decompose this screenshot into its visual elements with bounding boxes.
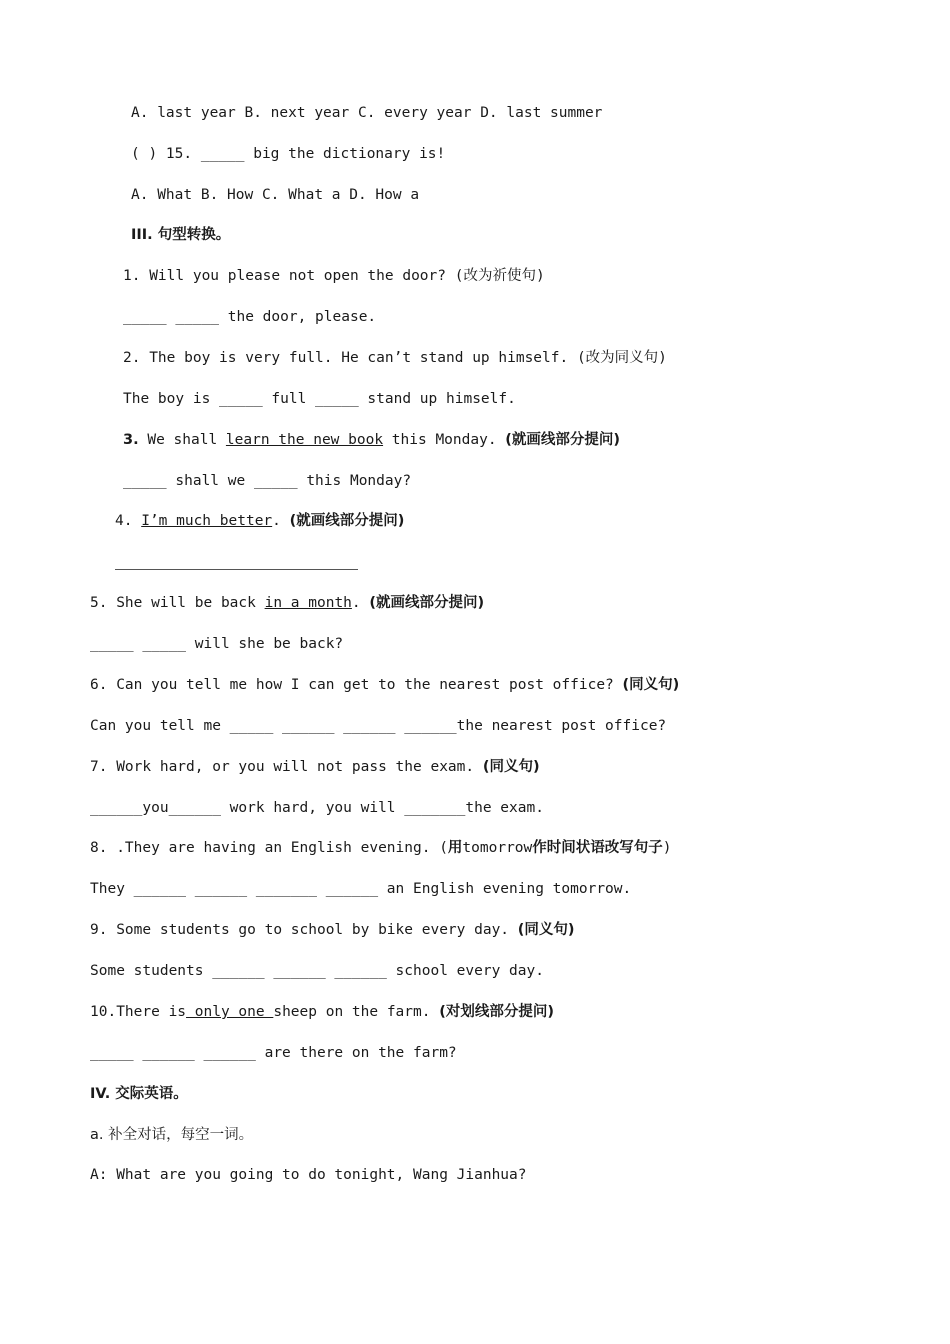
item9-pre: 9. Some students go to school by bike every day. bbox=[90, 922, 518, 938]
item5-pre: 5. She will be back bbox=[90, 595, 265, 611]
item9-stem bbox=[90, 920, 575, 940]
item7-stem bbox=[90, 757, 540, 777]
item9-answer: Some students ______ ______ ______ school every day. bbox=[90, 963, 544, 979]
item3-post: this Monday. bbox=[383, 432, 506, 448]
item3-number: 3. bbox=[123, 432, 139, 448]
item6-answer: Can you tell me _____ ______ ______ ______the nearest post office? bbox=[90, 718, 667, 734]
item5-post: . bbox=[351, 595, 370, 611]
q15-options: A. What B. How C. What a D. How a bbox=[131, 187, 420, 203]
item5-note: (就画线部分提问) bbox=[369, 595, 485, 611]
item8-note-a: 用 bbox=[447, 840, 463, 856]
q15-stem: ( ) 15. _____ big the dictionary is! bbox=[131, 146, 446, 162]
item6-note: (同义句) bbox=[622, 677, 680, 693]
item4-underlined: I’m much better bbox=[141, 513, 273, 529]
item8-mid: tomorrow bbox=[462, 840, 533, 856]
section3-title: III. 句型转换。 bbox=[131, 227, 231, 243]
item3-answer: _____ shall we _____ this Monday? bbox=[123, 473, 412, 489]
item10-pre: 10.There is bbox=[90, 1004, 187, 1020]
item5-underlined: in a month bbox=[264, 595, 352, 611]
item2-stem: 2. The boy is very full. He can’t stand up himself. (改为同义句) bbox=[123, 350, 667, 366]
item1-answer: _____ _____ the door, please. bbox=[123, 309, 377, 325]
item3-pre: We shall bbox=[138, 432, 226, 448]
item3-note: (就画线部分提问) bbox=[505, 432, 621, 448]
section4-dialogue-a: A: What are you going to do tonight, Wang Jianhua? bbox=[90, 1167, 527, 1183]
section4-subtitle: a. 补全对话，每空一词。 bbox=[90, 1127, 254, 1143]
q14-options: A. last year B. next year C. every year D. last summer bbox=[131, 105, 603, 121]
item5-stem bbox=[90, 593, 484, 613]
item6-pre: 6. Can you tell me how I can get to the nearest post office? bbox=[90, 677, 623, 693]
item3-underlined: learn the new book bbox=[225, 432, 384, 448]
item4-answer-line bbox=[115, 569, 358, 570]
item2-answer: The boy is _____ full _____ stand up himself. bbox=[123, 391, 516, 407]
item1-stem: 1. Will you please not open the door? (改为祈使句) bbox=[123, 268, 545, 284]
item10-stem bbox=[90, 1002, 554, 1022]
item4-pre: 4. bbox=[115, 513, 142, 529]
item4-post: . bbox=[272, 513, 290, 529]
item6-stem bbox=[90, 675, 679, 695]
item7-note: (同义句) bbox=[482, 759, 540, 775]
item3-stem bbox=[123, 430, 620, 450]
item4-stem bbox=[115, 511, 404, 531]
item10-note: (对划线部分提问) bbox=[439, 1004, 554, 1020]
item8-answer: They ______ ______ _______ ______ an English evening tomorrow. bbox=[90, 881, 632, 897]
item10-underlined: only one bbox=[186, 1004, 274, 1020]
section4-title: IV. 交际英语。 bbox=[90, 1086, 188, 1102]
item7-answer: ______you______ work hard, you will _______the exam. bbox=[90, 800, 544, 816]
item8-stem bbox=[90, 838, 672, 858]
item9-note: (同义句) bbox=[517, 922, 575, 938]
item8-note-b: 作时间状语改写句子 bbox=[532, 840, 663, 856]
item10-answer: _____ ______ ______ are there on the farm? bbox=[90, 1045, 457, 1061]
item5-answer: _____ _____ will she be back? bbox=[90, 636, 344, 652]
item7-pre: 7. Work hard, or you will not pass the exam. bbox=[90, 759, 483, 775]
item8-post: ) bbox=[662, 840, 672, 856]
item8-pre: 8. .They are having an English evening. ( bbox=[90, 840, 448, 856]
item4-note: (就画线部分提问) bbox=[289, 513, 405, 529]
item10-post: sheep on the farm. bbox=[273, 1004, 440, 1020]
